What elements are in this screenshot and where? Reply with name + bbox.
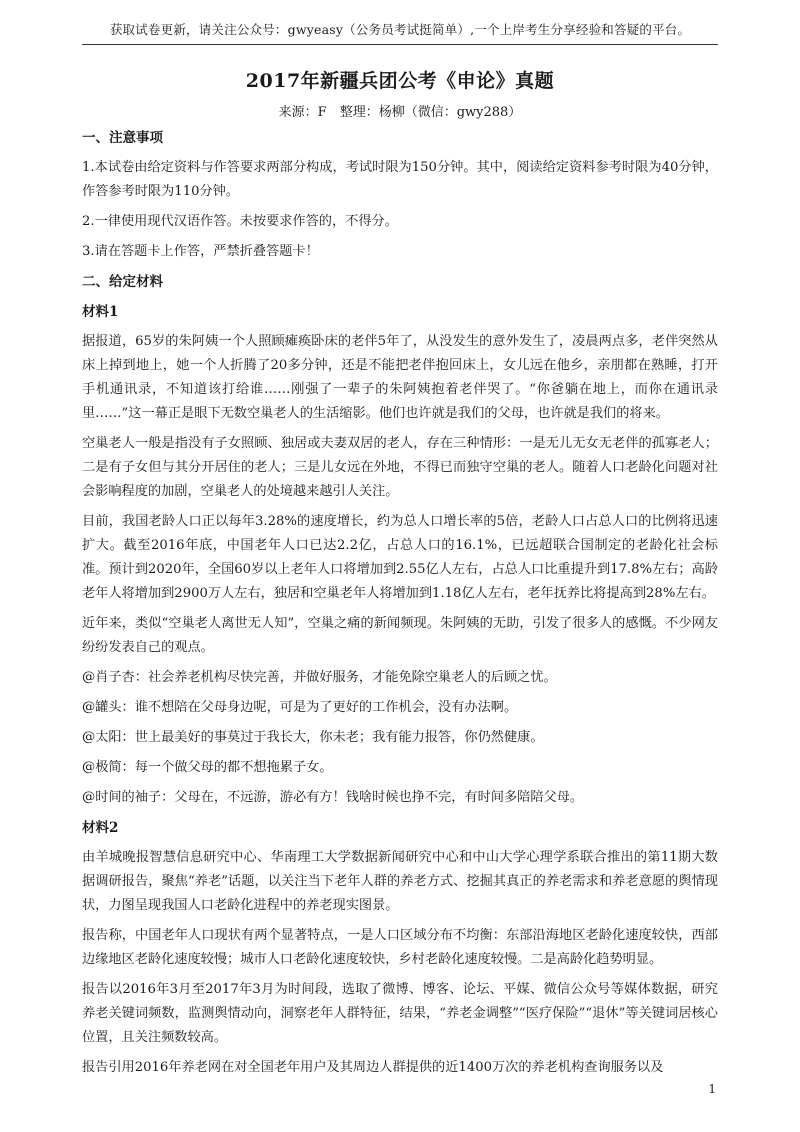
document-body: [82, 126, 718, 1086]
page-title: 2017年新疆兵团公考《申论》真题: [245, 70, 555, 92]
section-heading: 二、给定材料: [82, 274, 163, 290]
paragraph: 由羊城晚报智慧信息研究中心、华南理工大学数据新闻研究中心和中山大学心理学系联合推出的第11期大数据调研报告，聚焦“养老”话题，以关注当下老年人群的养老方式、挖掘其真正的养老需求和养老意愿的舆情现状，力图呈现我国人口老龄化进程中的养老现实图景。: [82, 850, 718, 913]
source-line: 来源：F 整理：杨柳（微信：gwy288）: [278, 105, 522, 120]
paragraph: 空巢老人一般是指没有子女照顾、独居或夫妻双居的老人，存在三种情形：一是无儿无女无老伴的孤寡老人；二是有子女但与其分开居住的老人；三是儿女远在外地，不得已而独守空巢的老人。随着人口老龄化问题对社会影响程度的加剧，空巢老人的处境越来越引人关注。: [82, 436, 718, 499]
paragraph: 报告以2016年3月至2017年3月为时间段，选取了微博、博客、论坛、平媒、微信公众号等媒体数据，研究养老关键词频数，监测舆情动向，洞察老年人群特征，结果，“养老金调整”“医疗保险”“退休”等关键词居核心位置，且关注频数较高。: [82, 982, 718, 1045]
paragraph: 近年来，类似“空巢老人离世无人知”，空巢之痛的新闻频现。朱阿姨的无助，引发了很多人的感慨。不少网友纷纷发表自己的观点。: [82, 616, 718, 655]
paragraph: 报告引用2016年养老网在对全国老年用户及其周边人群提供的近1400万次的养老机构查询服务以及: [82, 1060, 664, 1075]
comment-line: @极简：每一个做父母的都不想拖累子女。: [82, 760, 333, 775]
material-heading: 材料1: [82, 304, 119, 320]
page-number: 1: [708, 1082, 716, 1096]
comment-line: @肖子杏：社会养老机构尽快完善，并做好服务，才能免除空巢老人的后顾之忧。: [82, 670, 557, 685]
paragraph: 报告称，中国老年人口现状有两个显著特点，一是人口区域分布不均衡：东部沿海地区老龄化速度较快，西部边缘地区老龄化速度较慢；城市人口老龄化速度较快，乡村老龄化速度较慢。二是高龄化趋势明显。: [82, 928, 718, 967]
material-heading: 材料2: [82, 820, 119, 836]
notice-item: 3.请在答题卡上作答，严禁折叠答题卡！: [82, 244, 319, 259]
section-heading: 一、注意事项: [82, 130, 163, 146]
paragraph: 目前，我国老龄人口正以每年3.28%的速度增长，约为总人口增长率的5倍，老龄人口占总人口的比例将迅速扩大。截至2016年底，中国老年人口已达2.2亿，占总人口的16.1%，已远超联合国制定的老龄化社会标准。预计到2020年，全国60岁以上老年人口将增加到2.55亿人左右，占总人口比重提升到17.8%左右；高龄老年人将增加到2900万人左右，独居和空巢老年人将增加到1.18亿人左右，老年抚养比将提高到28%左右。: [82, 514, 718, 601]
header-divider: [82, 44, 718, 45]
header-note: 获取试卷更新，请关注公众号：gwyeasy（公务员考试挺简单）,一个上岸考生分享经验和答疑的平台。: [109, 22, 691, 37]
paragraph: 据报道，65岁的朱阿姨一个人照顾瘫痪卧床的老伴5年了，从没发生的意外发生了，凌晨两点多，老伴突然从床上掉到地上，她一个人折腾了20多分钟，还是不能把老伴抱回床上，女儿远在他乡，亲朋都在熟睡，打开手机通讯录，不知道该打给谁……刚强了一辈子的朱阿姨抱着老伴哭了。“你爸躺在地上，而你在通讯录里……”这一幕正是眼下无数空巢老人的生活缩影。他们也许就是我们的父母，也许就是我们的将来。: [82, 334, 718, 421]
comment-line: @罐头：谁不想陪在父母身边呢，可是为了更好的工作机会，没有办法啊。: [82, 700, 518, 715]
comment-line: @时间的袖子：父母在，不远游，游必有方！钱啥时候也挣不完，有时间多陪陪父母。: [82, 790, 584, 805]
comment-line: @太阳：世上最美好的事莫过于我长大，你未老；我有能力报答，你仍然健康。: [82, 730, 544, 745]
notice-item: 1.本试卷由给定资料与作答要求两部分构成，考试时限为150分钟。其中，阅读给定资料参考时限为40分钟，作答参考时限为110分钟。: [82, 160, 718, 199]
notice-item: 2.一律使用现代汉语作答。未按要求作答的，不得分。: [82, 214, 398, 229]
